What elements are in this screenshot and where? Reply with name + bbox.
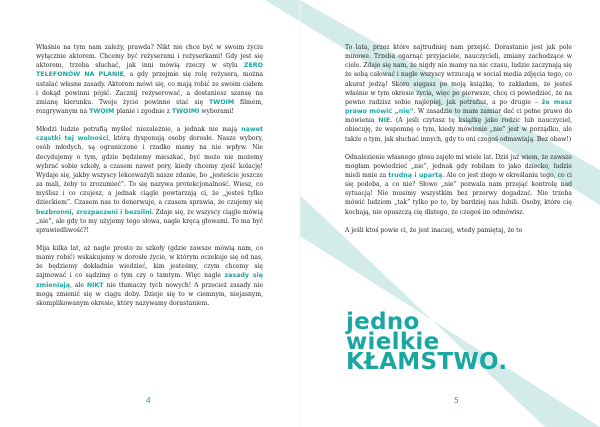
body-text: Właśnie na tym nam zależy, prawda? Nikt nie chce być w swoim życiu wyłącznie aktorem. Chcemy być reżyserami i reżyserkami! Gdy jest się aktorem, trzeba słuchać, jak inni mówią rzeczy w stylu xyxy=(36,44,263,70)
highlighted-text: NIE xyxy=(378,117,391,125)
body-text: Mija kilka lat, aż nagle prosto ze szkoły (gdzie zawsze mówią nam, co mamy robić) wskakujemy w dorosłe życie, w którym oczekuje się od nas, że będziemy dokładnie wiedzieć, kim jesteśmy, czym chcemy się zajmować i co sądzimy o tym czy o tamtym. Więc nagle xyxy=(36,244,263,280)
pull-quote-line: jedno xyxy=(346,309,420,335)
highlighted-text: TWOIMI xyxy=(171,108,200,116)
body-text: nie tłumaczy tych nowych! A przecież zasady nie mogą zmienić się w ciągu doby. Dzieje się to w ciemnym, niejasnym, skomplikowanym okresie, który nazywamy dorastaniem. xyxy=(36,281,263,307)
paragraph xyxy=(36,125,263,235)
highlighted-text: nawet cząstki tej wolności xyxy=(36,126,263,143)
paragraph xyxy=(36,244,263,308)
paragraph xyxy=(345,226,572,235)
paragraph xyxy=(345,43,572,144)
body-text: Odnalezienie własnego głosu zajęło mi wiele lat. Dziś już wiem, że zawsze mogłam powiedzieć „nie”, jednak gdy robiłam to jako dziecko, ludzie mieli mnie za xyxy=(345,153,572,179)
highlighted-text: bezbronni, zrozpaczeni i bezsilni xyxy=(36,208,152,216)
body-text: . (A jeśli czytasz tę książkę jako rodzic lub nauczyciel, obiecuję, że wspomnę o tym, kiedy mówienie „nie” jest w porządku, ale także o tym, jak słuchać innych, gdy to oni czegoś odmawiają. Bez obaw!) xyxy=(345,117,572,143)
pull-quote-line: wielkie xyxy=(346,329,440,355)
paragraph xyxy=(345,153,572,217)
body-text: planie i zgodnie z xyxy=(114,108,172,116)
highlighted-text: NIKT xyxy=(86,281,104,289)
body-text: . W zasadzie to mam zamiar dać ci pełne prawo do mówienia xyxy=(345,108,572,125)
body-text: filmem, rozgrywanym na xyxy=(36,98,263,116)
highlighted-text: TWOIM xyxy=(209,98,235,106)
body-text: . Zdaje się, że wszyscy ciągle mówią „nie”, ale gdy to my użyjemy tego słowa, nagle kręcą głowami. To ma być sprawiedliwość?! xyxy=(36,208,263,234)
highlighted-text: TWOIM xyxy=(89,108,115,116)
left-text-column xyxy=(36,43,263,317)
highlighted-text: zasady się zmieniają xyxy=(36,272,263,289)
body-text: . Ale co jest złego w określaniu tego, co ci się podoba, a co nie? Słowo „nie” pozwala nam przejąć kontrolę nad sytuacją! Nie musimy wszystkim bez przerwy dogadzać. Nie trzeba mówić ludziom „tak” tylko po to, by bardziej nas lubili. Osoby, które cię kochają, nie opuszczą cię dlatego, że czegoś im odmówisz. xyxy=(345,171,572,216)
pull-quote xyxy=(346,309,586,375)
body-text: Młodzi ludzie potrafią myśleć niezależnie, a jednak nie mają xyxy=(36,126,242,134)
body-text: , którą dysponują osoby dorosłe. Nasze wybory, osób młodych, są ograniczone i rzadko mamy na nie wpływ. Nie decydujemy o tym, gdzie będziemy mieszkać, być może nie możemy wybrać sobie szkoły, a czasem nawet pory, kiedy chcemy zjeść kolację! Wydaje się, jakby wszyscy lekceważyli nasze zdanie, bo „jesteście jeszcze za mali, żeby to zrozumieć”. To się nazywa protekcjonalność. Wiesz, co myślisz i co czujesz, a jednak ciągle powtarzają ci, że „jesteś tylko dzieckiem”. Czasem nas to denerwuje, a czasem sprawia, że czujemy się xyxy=(36,135,263,207)
paragraph xyxy=(36,43,263,116)
body-text: , a gdy przejmie się rolę reżysera, można ustalać własne zasady. Aktorom mówi się, co mają robić ze swoim ciałem i dokąd powinni pójść. Zacznij reżyserować, a dostaniesz szansę na zmianę kierunku. Twoje życie powinno stać się xyxy=(36,71,263,106)
body-text: , ale xyxy=(69,281,87,289)
highlighted-text: ZERO TELEFONÓW NA PLANIE xyxy=(36,62,263,79)
body-text: wyborami! xyxy=(199,108,234,116)
right-text-column xyxy=(345,43,572,244)
body-text: A jeśli ktoś powie ci, że jest inaczej, wtedy pamiętaj, że to xyxy=(345,226,523,234)
page-number: 4 xyxy=(146,396,151,405)
page-number: 5 xyxy=(454,396,459,405)
highlighted-text: że masz prawo mówić „nie” xyxy=(345,98,572,116)
pull-quote-line: KŁAMSTWO. xyxy=(346,349,508,375)
highlighted-text: trudną i upartą xyxy=(388,171,443,179)
body-text: To lata, przez które najtrudniej nam przejść. Dorastanie jest jak pole minowe. Trzeba ogarnąć przyjaciele, nauczycieli, zmiany zachodzące w ciele. Zdaje się nam, że nigdy nie mamy na nic czasu, ludzie zaczynają się że sobą całować i nagle wszyscy wrzucają w social media zdjęcia tego, co akurat jedzą! Skoro sięgasz po moją książkę, to zakładam, że jesteś właśnie w tym okresie życia, więc po pierwsze, chcę ci powiedzieć, że na pewno radzisz sobie najlepiej, jak potrafisz, a po drugie – xyxy=(345,44,572,106)
